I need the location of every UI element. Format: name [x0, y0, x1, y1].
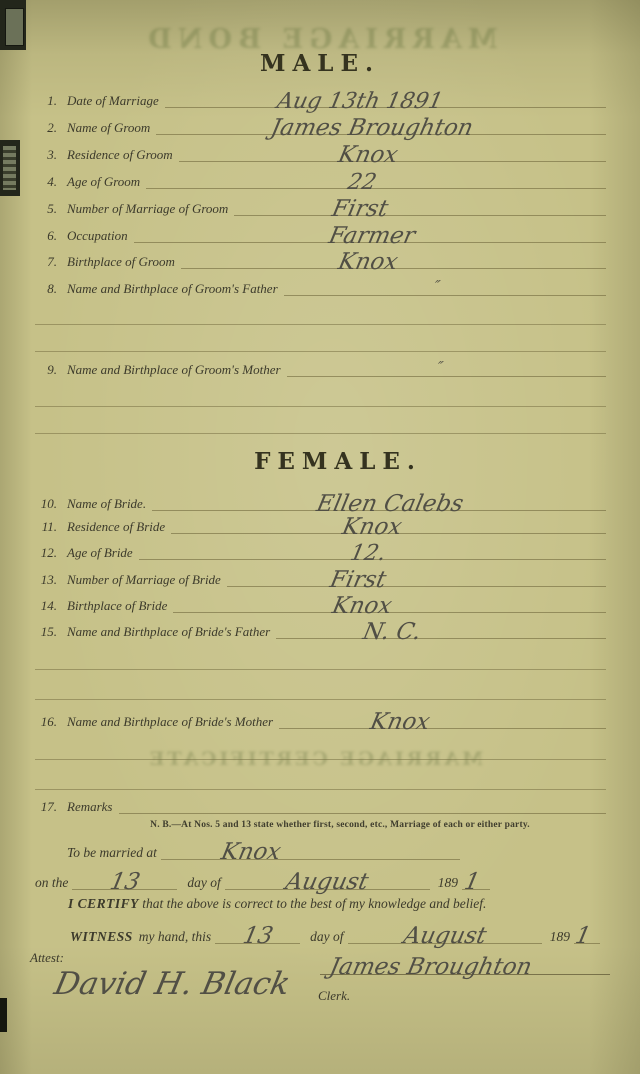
handwritten-ditto-mark: ″: [432, 277, 442, 295]
handwritten-brides-father: N. C.: [360, 619, 424, 645]
witness-text: my hand, this: [138, 928, 212, 944]
attest-label: Attest:: [30, 950, 64, 965]
row-label: Birthplace of Groom: [67, 254, 175, 270]
handwritten-marriage-place: Knox: [218, 839, 284, 865]
clerk-signature: David H. Black: [51, 966, 294, 1002]
handwritten-month: August: [283, 869, 372, 895]
row-label: Number of Marriage of Groom: [67, 201, 229, 217]
handwritten-age-of-bride: 12.: [347, 541, 389, 566]
certification-statement: [68, 896, 486, 912]
blank-ruled-line: [35, 669, 606, 670]
blank-ruled-line: [35, 406, 606, 407]
ruled-line: [276, 637, 606, 639]
to-be-married-at-label: To be married at: [67, 844, 157, 860]
binding-tab-bottom: [0, 998, 7, 1032]
row-number: 17.: [40, 799, 57, 815]
row-number: 3.: [47, 147, 57, 163]
on-the-label: on the: [35, 874, 69, 890]
handwritten-year-digit: 1: [572, 923, 594, 949]
binding-tab-middle: [0, 140, 20, 196]
female-section-heading: FEMALE.: [254, 448, 422, 475]
row-number: 16.: [40, 714, 57, 730]
row-number: 13.: [40, 572, 57, 588]
ruled-line: [146, 187, 606, 189]
handwritten-occupation: Farmer: [326, 223, 418, 249]
certify-text: that the above is correct to the best of my knowledge and belief.: [142, 896, 487, 911]
form-row-brides-father: [35, 617, 606, 645]
handwritten-name-of-bride: Ellen Calebs: [314, 491, 466, 517]
ruled-line: [461, 865, 490, 895]
blank-ruled-line: [35, 433, 606, 434]
row-number: 11.: [41, 519, 57, 535]
day-of-label: day of: [310, 928, 344, 944]
handwritten-ditto-mark: ″: [435, 358, 445, 376]
blank-ruled-line: [35, 324, 606, 325]
form-row-birthplace-of-groom: [35, 247, 606, 275]
handwritten-date-of-marriage: Aug 13th 1891: [274, 89, 446, 114]
row-number: 10.: [40, 496, 57, 512]
ruled-line: [234, 214, 606, 216]
nb-footnote: N. B.—At Nos. 5 and 13 state whether first, second, etc., Marriage of each or either party.: [150, 820, 530, 830]
handwritten-number-of-marriage-of-groom: First: [329, 196, 391, 222]
handwritten-birthplace-of-groom: Knox: [335, 249, 401, 275]
row-label: Birthplace of Bride: [67, 598, 168, 614]
form-row-name-of-groom: [35, 113, 606, 141]
day-of-label: day of: [187, 874, 221, 890]
handwritten-name-of-groom: James Broughton: [268, 115, 476, 141]
certify-keyword: I CERTIFY: [68, 896, 139, 911]
ruled-line: [279, 727, 606, 729]
form-row-remarks: [35, 792, 606, 814]
row-number: 9.: [47, 362, 57, 378]
row-number: 5.: [47, 201, 57, 217]
form-row-birthplace-of-bride: [35, 591, 606, 619]
handwritten-number-of-marriage-of-bride: First: [327, 567, 389, 593]
row-label: Occupation: [67, 228, 128, 244]
form-row-brides-mother: [35, 707, 606, 735]
row-label: Remarks: [67, 799, 113, 815]
handwritten-birthplace-of-bride: Knox: [329, 593, 395, 619]
row-number: 15.: [40, 624, 57, 640]
row-label: Name of Groom: [67, 120, 151, 136]
handwritten-brides-mother: Knox: [367, 709, 433, 735]
row-number: 4.: [47, 174, 57, 190]
to-be-married-at-row: [65, 836, 460, 865]
form-row-name-of-bride: [35, 489, 606, 517]
form-row-residence-of-groom: [35, 140, 606, 168]
blank-ruled-line: [35, 699, 606, 700]
ruled-line: [215, 919, 300, 949]
handwritten-witness-day: 13: [240, 923, 276, 949]
row-label: Residence of Bride: [67, 519, 166, 535]
bleedthrough-text-top: MARRIAGE BOND: [142, 24, 498, 55]
groom-signature: James Broughton: [327, 954, 535, 980]
handwritten-day: 13: [107, 869, 143, 895]
row-number: 7.: [47, 254, 57, 270]
ruled-line: [284, 294, 606, 296]
form-row-number-of-marriage-of-groom: [35, 194, 606, 222]
row-label: Age of Bride: [67, 545, 133, 561]
row-label: Residence of Groom: [67, 147, 173, 163]
row-number: 2.: [47, 120, 57, 136]
row-label: Name of Bride.: [67, 496, 147, 512]
form-row-grooms-mother: [35, 355, 606, 377]
ruled-line: [161, 835, 460, 865]
clerk-label: Clerk.: [318, 988, 351, 1003]
year-printed-prefix: 189: [549, 928, 570, 944]
blank-ruled-line: [35, 789, 606, 790]
bleedthrough-text-middle: MARRIAGE CERTIFICATE: [146, 748, 484, 770]
binding-tab-inner: [3, 146, 16, 190]
row-number: 8.: [47, 281, 57, 297]
row-label: Name and Birthplace of Groom's Father: [67, 281, 278, 297]
marriage-date-row: [33, 866, 490, 895]
witness-keyword: WITNESS: [70, 928, 133, 944]
row-label: Name and Birthplace of Groom's Mother: [67, 362, 281, 378]
form-row-date-of-marriage: [35, 86, 606, 114]
blank-ruled-line: [35, 759, 606, 760]
row-number: 12.: [40, 545, 57, 561]
groom-signature-line: [320, 940, 610, 980]
row-label: Name and Birthplace of Bride's Father: [67, 624, 271, 640]
year-printed-prefix: 189: [437, 874, 458, 890]
form-row-residence-of-bride: [35, 512, 606, 540]
form-row-age-of-groom: [35, 167, 606, 195]
ruled-line: [227, 585, 606, 587]
handwritten-age-of-groom: 22: [345, 170, 379, 195]
handwritten-year-digit: 1: [461, 869, 483, 895]
row-number: 14.: [40, 598, 57, 614]
blank-ruled-line: [35, 351, 606, 352]
form-row-number-of-marriage-of-bride: [35, 565, 606, 593]
ruled-line: [225, 865, 430, 895]
handwritten-residence-of-groom: Knox: [335, 142, 401, 168]
row-number: 1.: [47, 93, 57, 109]
form-row-age-of-bride: [35, 538, 606, 566]
form-row-grooms-father: [35, 274, 606, 296]
ruled-line: [287, 375, 606, 377]
row-label: Name and Birthplace of Bride's Mother: [67, 714, 274, 730]
handwritten-residence-of-bride: Knox: [339, 514, 405, 540]
row-label: Date of Marriage: [67, 93, 159, 109]
form-row-occupation: [35, 221, 606, 249]
row-label: Age of Groom: [67, 174, 141, 190]
row-number: 6.: [47, 228, 57, 244]
handwritten-witness-month: August: [400, 923, 489, 949]
male-section-heading: MALE.: [259, 50, 380, 77]
ruled-line: [119, 812, 607, 814]
ruled-line: [72, 865, 177, 895]
row-label: Number of Marriage of Bride: [67, 572, 221, 588]
